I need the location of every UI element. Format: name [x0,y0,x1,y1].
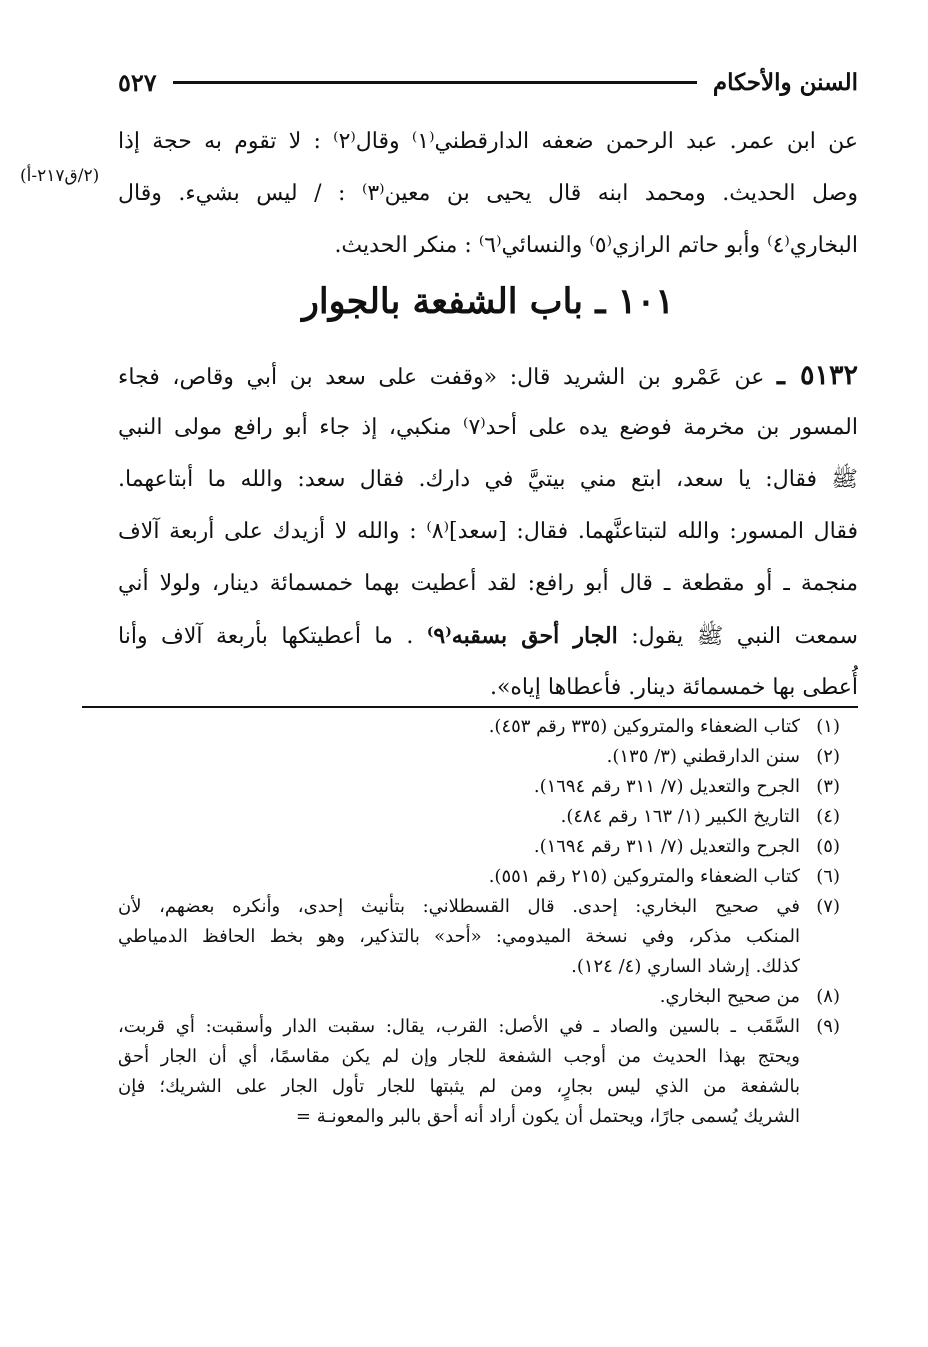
chapter-heading: ١٠١ ـ باب الشفعة بالجوار [301,281,675,322]
hadith-quote: الجار أحق بسقبه⁽٩⁾ [426,623,618,649]
footnote-line: كتاب الضعفاء والمتروكين (٣٣٥ رقم ٤٥٣). [488,716,800,737]
text-line: عن ابن عمر. عبد الرحمن ضعفه الدارقطني⁽١⁾ وقال⁽٢⁾ : لا تقوم به حجة إذا [118,129,858,154]
footnote-number: (٢) [816,746,840,767]
hadith-text: عن عَمْرو بن الشريد قال: «وقفت على سعد بن أبي وقاص، فجاء [118,365,765,390]
hadith-paragraph [118,350,858,714]
text-line: فقال المسور: والله لتبتاعنَّهما. فقال: [سعد]⁽٨⁾ : والله لا أزيدك على أربعة آلاف [118,519,858,544]
footnote-line: بالشفعة من الذي ليس بجارٍ، ومن لم يثبتها للجار تأول الجار على الشريك؛ فإن [118,1076,800,1097]
footnote-line: كتاب الضعفاء والمتروكين (٢١٥ رقم ٥٥١). [488,866,800,887]
text-line: ﷺ فقال: يا سعد، ابتع مني بيتيَّ في دارك. فقال سعد: والله ما أبتاعهما. [118,467,858,492]
footnote-line: التاريخ الكبير (١/ ١٦٣ رقم ٤٨٤). [560,806,800,827]
text-line: البخاري⁽٤⁾ وأبو حاتم الرازي⁽٥⁾ والنسائي⁽٦⁾ : منكر الحديث. [334,233,858,258]
running-header [118,62,858,102]
footnote-separator [82,706,858,708]
text-line [118,350,858,402]
footnote-number: (٨) [816,986,840,1007]
footnote-line: من صحيح البخاري. [659,986,800,1007]
header-rule [173,81,697,84]
footnote-line: الجرح والتعديل (٧/ ٣١١ رقم ١٦٩٤). [533,836,800,857]
footnote-number: (١) [816,716,840,737]
footnote-line: المنكب مذكر، وفي نسخة الميدومي: «أحد» بالتذكير، وهو بخط الحافظ الدمياطي [118,926,800,947]
text-line: أُعطى بها خمسمائة دينار. فأعطاها إياه». [489,675,858,700]
book-title: السنن والأحكام [712,68,858,96]
footnote-line: في صحيح البخاري: إحدى. قال القسطلاني: بتأنيث إحدى، وأنكره بعضهم، لأن [118,896,800,917]
hadith-text: سمعت النبي ﷺ يقول: [631,624,858,649]
footnote-number: (٦) [816,866,840,887]
footnote-number: (٩) [816,1016,840,1037]
footnote [118,772,840,802]
footnote-line: الجرح والتعديل (٧/ ٣١١ رقم ١٦٩٤). [533,776,800,797]
footnote-line: ويحتج بهذا الحديث من أوجب الشفعة للجار وإن لم يكن مقاسمًا، أي أن الجار أحق [118,1046,800,1067]
footnote [118,1012,840,1132]
text-line [118,610,858,662]
footnote [118,892,840,982]
footnote [118,862,840,892]
footnote [118,982,840,1012]
text-line: وصل الحديث. ومحمد ابنه قال يحيى بن معين⁽٣⁾ : / ليس بشيء. وقال [118,181,858,206]
footnote-line: كذلك. إرشاد الساري (٤/ ١٢٤). [571,956,800,977]
footnote [118,802,840,832]
page-number: ٥٢٧ [118,67,157,97]
footnote-number: (٤) [816,806,840,827]
text-line: المسور بن مخرمة فوضع يده على أحد⁽٧⁾ منكبي، إذ جاء أبو رافع مولى النبي [118,415,858,440]
footnote [118,832,840,862]
footnotes [118,712,840,1132]
manuscript-margin-reference: (٢/ق٢١٧-أ) [20,166,100,186]
intro-paragraph [118,116,858,272]
footnote-line: سنن الدارقطني (٣/ ١٣٥). [606,746,800,767]
hadith-number: ٥١٣٢ ـ [777,360,858,391]
footnote [118,742,840,772]
footnote-number: (٥) [816,836,840,857]
text-line: منجمة ـ أو مقطعة ـ قال أبو رافع: لقد أعطيت بهما خمسمائة دينار، ولولا أني [118,571,858,596]
footnote-number: (٧) [816,896,840,917]
footnote-line: الشريك يُسمى جارًا، ويحتمل أن يكون أراد أنه أحق بالبر والمعونـة = [295,1106,800,1127]
footnote-number: (٣) [816,776,840,797]
footnote [118,712,840,742]
hadith-text: . ما أعطيتكها بأربعة آلاف وأنا [118,624,414,649]
footnote-line: السَّقَب ـ بالسين والصاد ـ في الأصل: القرب، يقال: سقبت الدار وأسقبت: أي قربت، [118,1016,800,1037]
